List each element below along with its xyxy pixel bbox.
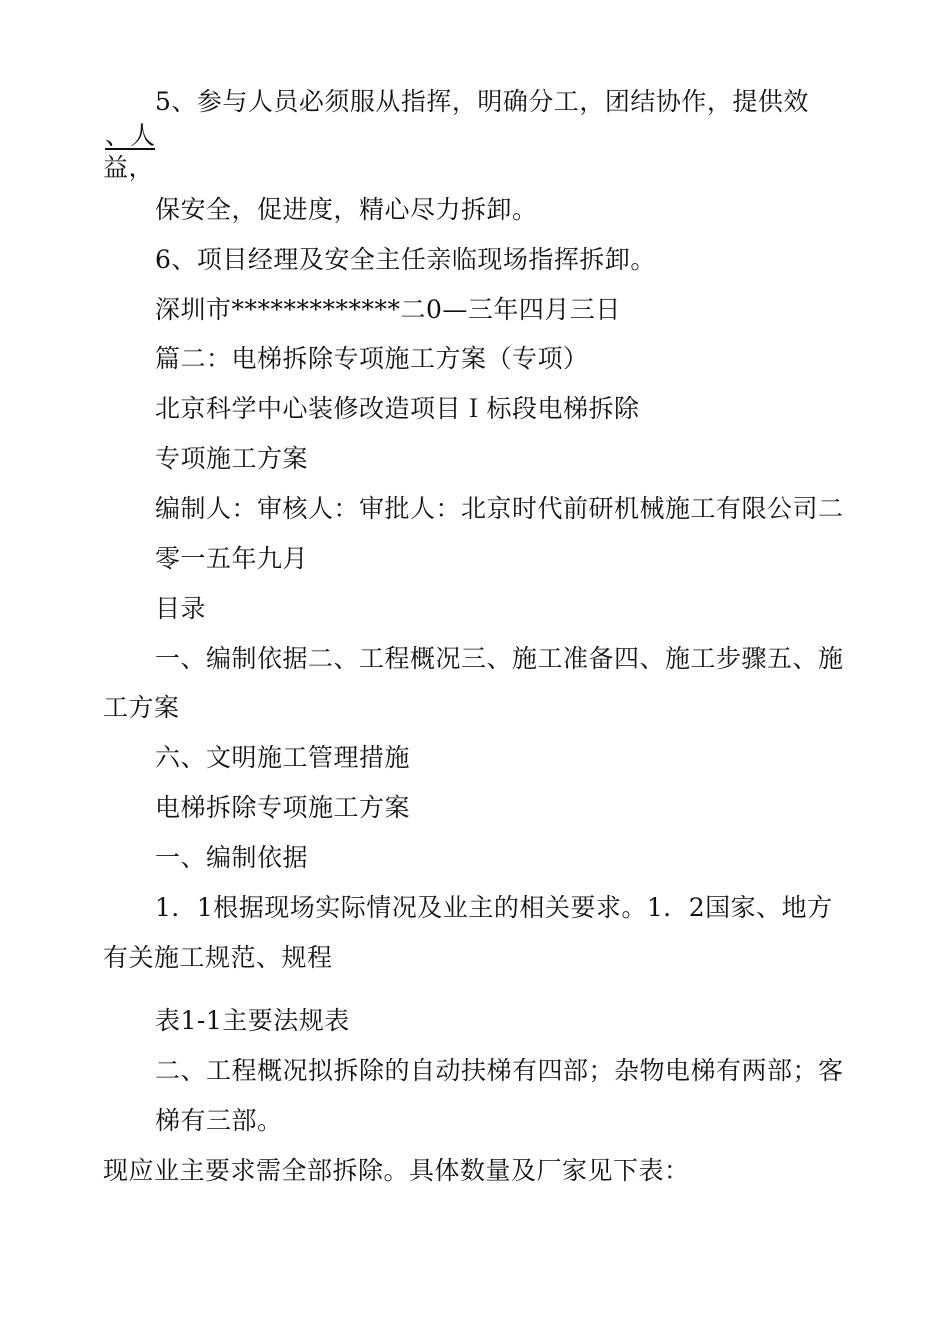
section-heading-basis: 一、编制依据 [155,843,309,872]
text-line-10: 零一五年九月 [155,544,309,573]
toc-heading: 目录 [155,594,207,623]
text-line-8: 专项施工方案 [155,444,309,473]
text-line-9: 编制人：审核人：审批人：北京时代前研机械施工有限公司二 [155,494,844,523]
text-line-17: 1．1根据现场实际情况及业主的相关要求。1．2国家、地方 [155,893,833,922]
table-caption: 表1-1主要法规表 [155,1006,350,1035]
text-line-4: 6、项目经理及安全主任亲临现场指挥拆卸。 [155,245,656,274]
text-line-21: 梯有三部。 [155,1106,283,1135]
toc-line-2: 工方案 [103,693,180,722]
text-line-18: 有关施工规范、规程 [103,943,333,972]
text-line-2: 益， [103,153,155,182]
section-heading-2: 篇二：电梯拆除专项施工方案（专项） [155,344,589,373]
text-line-7: 北京科学中心装修改造项目Ｉ标段电梯拆除 [155,394,640,423]
text-line-20: 二、工程概况拟拆除的自动扶梯有四部；杂物电梯有两部；客 [155,1056,844,1085]
toc-line-3: 六、文明施工管理措施 [155,743,411,772]
inserted-mark: 、人 [105,121,156,150]
text-line-1: 5、参与人员必须服从指挥，明确分工，团结协作，提供效 [155,87,809,116]
text-line-22: 现应业主要求需全部拆除。具体数量及厂家见下表： [103,1156,690,1185]
text-line-5: 深圳市*************二0—三年四月三日 [155,295,621,324]
toc-line-1: 一、编制依据二、工程概况三、施工准备四、施工步骤五、施 [155,644,844,673]
text-line-3: 保安全，促进度，精心尽力拆卸。 [155,195,538,224]
document-title: 电梯拆除专项施工方案 [155,793,411,822]
